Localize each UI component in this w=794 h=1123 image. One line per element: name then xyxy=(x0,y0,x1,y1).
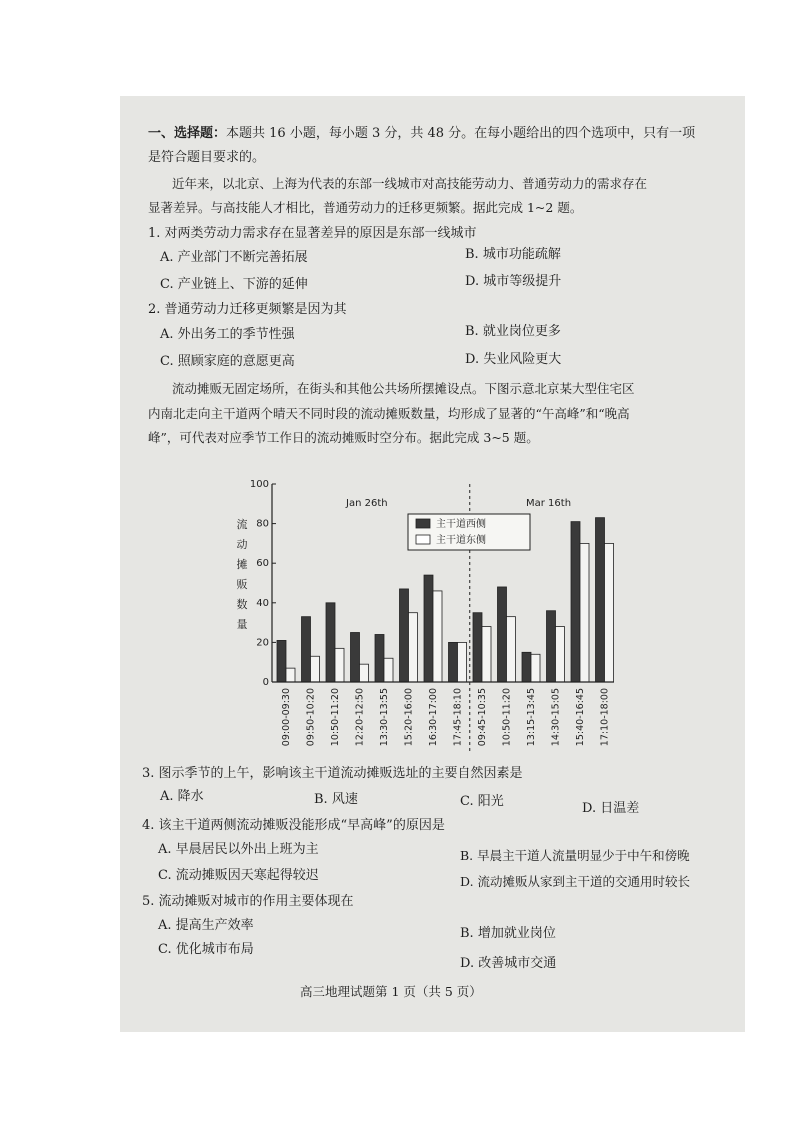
y-tick-label: 0 xyxy=(262,677,269,688)
bar-east xyxy=(556,627,565,682)
option-1a: A. 产业部门不断完善拓展 xyxy=(160,250,308,265)
bar-east xyxy=(335,648,344,682)
question-4-stem: 4. 该主干道两侧流动摊贩没能形成“早高峰”的原因是 xyxy=(142,818,445,833)
option-2c: C. 照顾家庭的意愿更高 xyxy=(160,354,295,369)
x-tick-label: 13:30-13:55 xyxy=(379,688,390,747)
passage-2-line: 峰”，可代表对应季节工作日的流动摊贩时空分布。据此完成 3~5 题。 xyxy=(148,430,539,445)
bar-west xyxy=(302,617,311,682)
section-title: 一、选择题： xyxy=(148,126,227,141)
question-1-stem: 1. 对两类劳动力需求存在显著差异的原因是东部一线城市 xyxy=(148,226,477,241)
question-2-stem: 2. 普通劳动力迁移更频繁是因为其 xyxy=(148,302,347,317)
x-tick-label: 09:50-10:20 xyxy=(305,688,317,747)
question-3-stem: 3. 图示季节的上午，影响该主干道流动摊贩选址的主要自然因素是 xyxy=(142,766,523,781)
y-axis-label-char: 贩 xyxy=(236,578,248,591)
bar-west xyxy=(547,611,556,682)
x-tick-label: 10:50-11:20 xyxy=(330,688,341,747)
legend-swatch-east xyxy=(416,535,430,544)
x-tick-label: 12:20-12:50 xyxy=(354,688,366,747)
section-intro-cont: 是符合题目要求的。 xyxy=(148,150,266,165)
option-1b: B. 城市功能疏解 xyxy=(465,247,561,262)
option-4b: B. 早晨主干道人流量明显少于中午和傍晚 xyxy=(460,848,690,863)
x-tick-label: 16:30-17:00 xyxy=(428,688,439,747)
bar-west xyxy=(571,522,580,682)
bar-west xyxy=(449,642,458,682)
group-label-mar: Mar 16th xyxy=(526,498,572,509)
bar-west xyxy=(277,640,286,682)
bar-west xyxy=(596,518,605,682)
bar-west xyxy=(400,589,409,682)
section-intro: 本题共 16 小题，每小题 3 分，共 48 分。在每小题给出的四个选项中，只有一项 xyxy=(226,126,696,141)
vendor-bar-chart xyxy=(228,474,620,764)
bar-east xyxy=(605,543,614,682)
bar-east xyxy=(458,642,467,682)
bar-east xyxy=(311,656,320,682)
bar-east xyxy=(580,543,589,682)
x-tick-label: 14:30-15:05 xyxy=(550,688,562,747)
y-axis-label-char: 数 xyxy=(236,598,248,611)
section-heading xyxy=(148,126,695,142)
option-2d: D. 失业风险更大 xyxy=(465,352,562,367)
option-5b: B. 增加就业岗位 xyxy=(460,926,556,941)
passage-2-line: 流动摊贩无固定场所，在街头和其他公共场所摆摊设点。下图示意北京某大型住宅区 xyxy=(172,381,635,396)
y-tick-label: 60 xyxy=(256,558,269,570)
x-tick-label: 09:00-09:30 xyxy=(281,688,292,747)
y-tick-label: 80 xyxy=(256,518,269,530)
legend-swatch-west xyxy=(416,519,430,528)
y-tick-label: 40 xyxy=(256,597,269,609)
bar-east xyxy=(482,627,491,682)
y-axis-label-char: 动 xyxy=(236,538,248,551)
page-footer: 高三地理试题第 1 页（共 5 页） xyxy=(300,984,482,999)
bar-east xyxy=(360,664,369,682)
x-tick-label: 09:45-10:35 xyxy=(477,688,488,747)
exam-page xyxy=(120,96,745,1032)
bar-east xyxy=(507,617,516,682)
y-tick-label: 20 xyxy=(256,637,269,649)
bar-west xyxy=(522,652,531,682)
y-axis-label-char: 流 xyxy=(236,518,248,531)
x-tick-label: 17:45-18:10 xyxy=(452,688,464,747)
bar-west xyxy=(473,613,482,682)
x-tick-label: 15:20-16:00 xyxy=(403,688,415,747)
legend-label-west: 主干道西侧 xyxy=(436,519,486,530)
option-5c: C. 优化城市布局 xyxy=(158,942,254,957)
y-axis-label-char: 量 xyxy=(236,618,248,631)
bar-west xyxy=(375,634,384,682)
option-5d: D. 改善城市交通 xyxy=(460,956,557,971)
option-2a: A. 外出务工的季节性强 xyxy=(160,327,295,342)
x-tick-label: 10:50-11:20 xyxy=(501,688,513,747)
passage-2-line: 内南北走向主干道两个晴天不同时段的流动摊贩数量，均形成了显著的“午高峰”和“晚高 xyxy=(148,406,630,421)
legend xyxy=(408,514,530,550)
y-tick-label: 100 xyxy=(249,479,269,490)
legend-label-east: 主干道东侧 xyxy=(436,535,486,546)
option-1d: D. 城市等级提升 xyxy=(465,274,562,289)
bar-east xyxy=(531,654,540,682)
option-4c: C. 流动摊贩因天寒起得较迟 xyxy=(158,868,319,883)
option-2b: B. 就业岗位更多 xyxy=(465,324,561,339)
bar-east xyxy=(384,658,393,682)
bar-west xyxy=(326,603,335,682)
option-3d: D. 日温差 xyxy=(582,801,640,816)
bar-east xyxy=(286,668,295,682)
question-5-stem: 5. 流动摊贩对城市的作用主要体现在 xyxy=(142,894,354,909)
bar-east xyxy=(409,613,418,682)
bar-west xyxy=(351,633,360,683)
x-tick-label: 17:10-18:00 xyxy=(599,688,611,747)
option-4d: D. 流动摊贩从家到主干道的交通用时较长 xyxy=(460,874,691,889)
option-4a: A. 早晨居民以外出上班为主 xyxy=(158,842,319,857)
y-axis-label-char: 摊 xyxy=(236,558,248,571)
bar-west xyxy=(424,575,433,682)
group-label-jan: Jan 26th xyxy=(346,498,388,509)
x-tick-label: 15:40-16:45 xyxy=(575,688,586,747)
option-1c: C. 产业链上、下游的延伸 xyxy=(160,277,308,292)
passage-1-line: 显著差异。与高技能人才相比，普通劳动力的迁移更频繁。据此完成 1~2 题。 xyxy=(148,200,583,215)
option-3b: B. 风速 xyxy=(314,792,358,807)
bar-west xyxy=(498,587,507,682)
option-3c: C. 阳光 xyxy=(460,794,504,809)
x-tick-label: 13:15-13:45 xyxy=(526,688,537,747)
bar-east xyxy=(433,591,442,682)
passage-1-line: 近年来，以北京、上海为代表的东部一线城市对高技能劳动力、普通劳动力的需求存在 xyxy=(172,176,648,191)
option-3a: A. 降水 xyxy=(160,789,204,804)
option-5a: A. 提高生产效率 xyxy=(158,918,254,933)
